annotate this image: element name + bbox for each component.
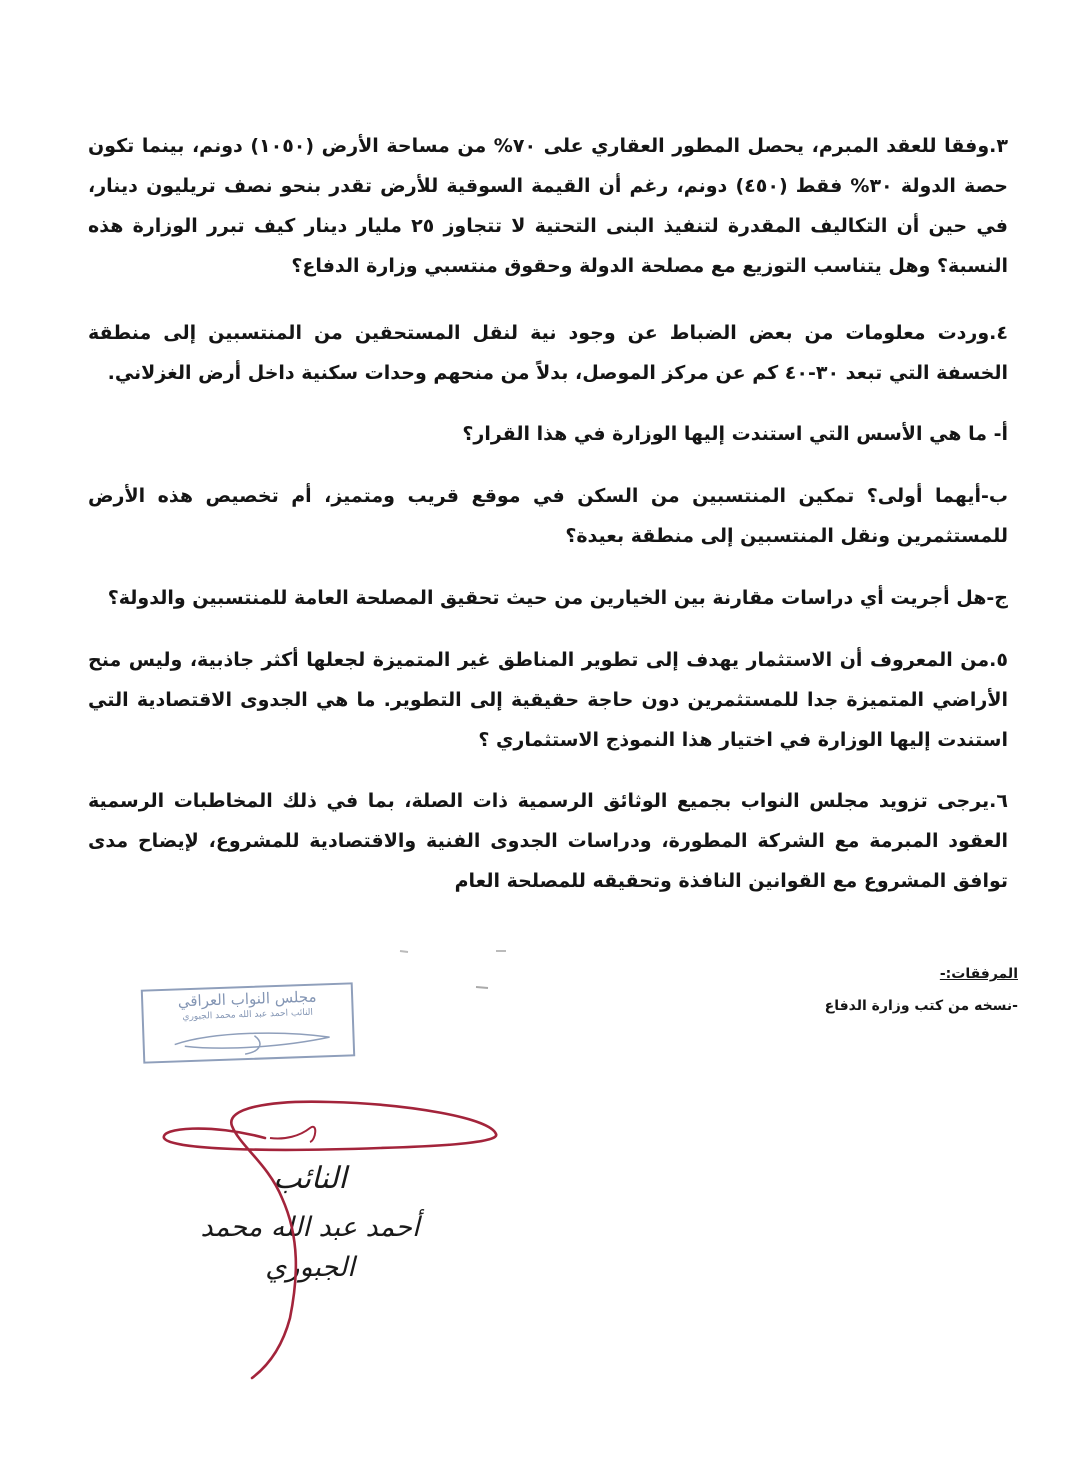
attachments-section [825, 966, 1018, 1014]
attachments-title: المرفقات:- [939, 966, 1018, 982]
paragraph-3: ٣.وفقا للعقد المبرم، يحصل المطور العقاري على ٧٠% من مساحة الأرض (١٠٥٠) دونم، بينما تكون حصة الدولة ٣٠% فقط (٤٥٠) دونم، رغم أن القيمة السوقية للأرض تقدر بنحو نصف تريليون دينار، في حين أن التكاليف المقدرة لتنفيذ البنى التحتية لا تتجاوز ٢٥ مليار دينار كيف تبرر الوزارة هذه النسبة؟ وهل يتناسب التوزيع مع مصلحة الدولة وحقوق منتسبي وزارة الدفاع؟ [88, 135, 1008, 277]
attachment-item: -نسخه من كتب وزارة الدفاع [824, 998, 1018, 1014]
stamp-name: النائب احمد عبد الله محمد الجبوري [182, 1007, 314, 1023]
sub-question-b: ب-أيهما أولى؟ تمكين المنتسبين من السكن في موقع قريب ومتميز، أم تخصيص هذه الأرض للمستثمرين ونقل المنتسبين إلى منطقة بعيدة؟ [88, 485, 1008, 547]
official-stamp [141, 982, 355, 1063]
stamp-title: مجلس النواب العراقي [177, 987, 317, 1011]
sub-question-c: ج-هل أجريت أي دراسات مقارنة بين الخيارين من حيث تحقيق المصلحة العامة للمنتسبين والدولة؟ [107, 587, 1008, 609]
paragraph-5: ٥.من المعروف أن الاستثمار يهدف إلى تطوير المناطق غير المتميزة لجعلها أكثر جاذبية، وليس منح الأراضي المتميزة جدا للمستثمرين دون حاجة حقيقية إلى التطوير. ما هي الجدوى الاقتصادية التي استندت إليها الوزارة في اختيار هذا النموذج الاستثماري ؟ [88, 649, 1008, 751]
signatory-name: أحمد عبد الله محمد الجبوري [200, 1212, 420, 1283]
signatory-role: النائب [273, 1161, 347, 1196]
paragraph-4: ٤.وردت معلومات من بعض الضباط عن وجود نية لنقل المستحقين من المنتسبين إلى منطقة الخسفة التي تبعد ٣٠-٤٠ كم عن مركز الموصل، بدلاً من منحهم وحدات سكنية داخل أرض الغزلاني. [88, 322, 1008, 384]
sub-question-a: أ- ما هي الأسس التي استندت إليها الوزارة في هذا القرار؟ [462, 423, 1008, 445]
signature-block [170, 1160, 450, 1288]
stamp-scribble-icon [164, 1023, 335, 1059]
paragraph-6: ٦.يرجى تزويد مجلس النواب بجميع الوثائق الرسمية ذات الصلة، بما في ذلك المخاطبات الرسمية العقود المبرمة مع الشركة المطورة، ودراسات الجدوى الفنية والاقتصادية للمشروع، لإيضاح مدى توافق المشروع مع القوانين النافذة وتحقيقه للمصلحة العام [88, 790, 1008, 892]
scan-artifacts [380, 935, 580, 995]
